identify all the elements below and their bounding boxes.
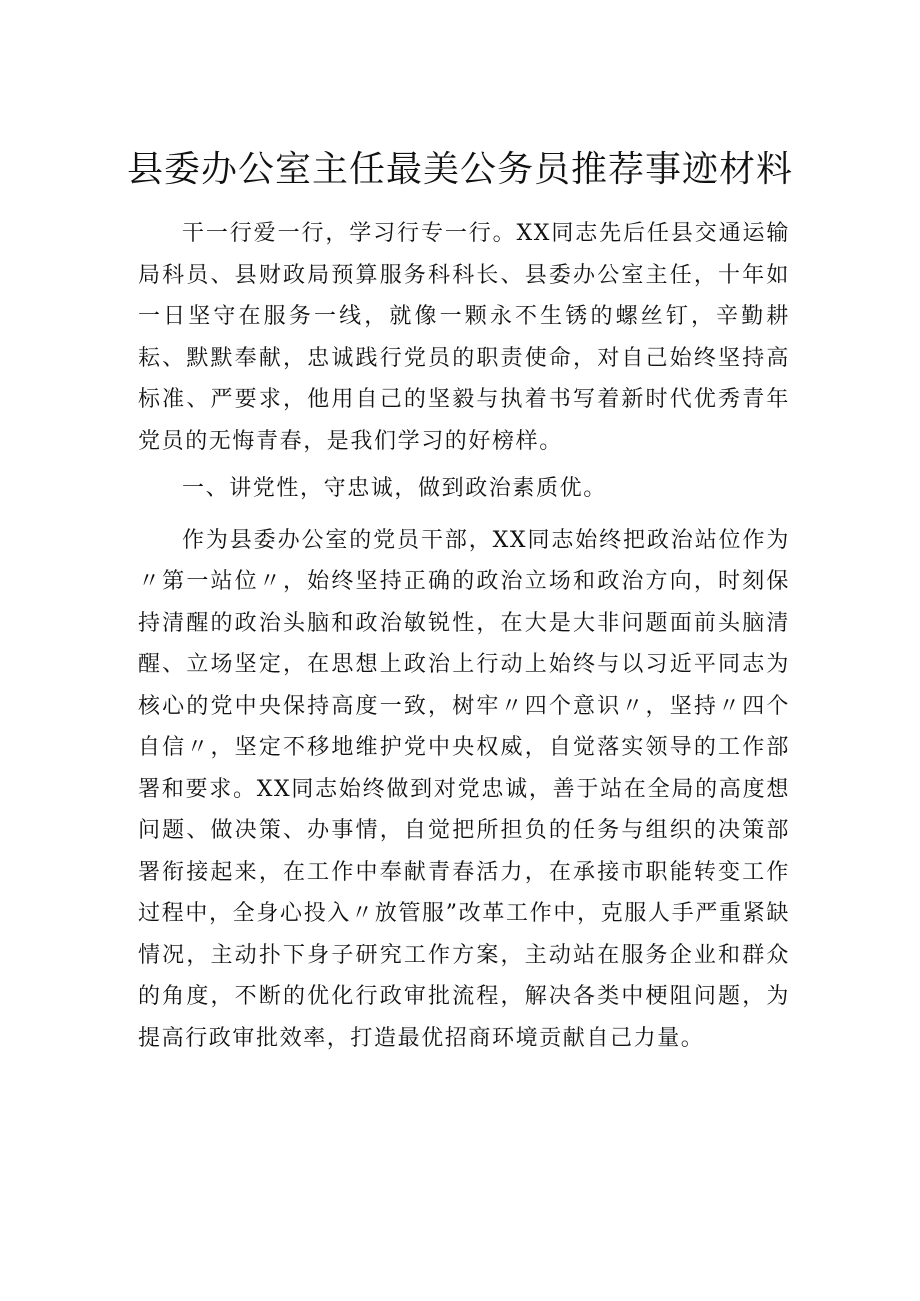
document-body <box>138 213 790 1065</box>
section-paragraph: 作为县委办公室的党员干部，XX同志始终把政治站位作为〃第一站位〃，始终坚持正确的政治立场和政治方向，时刻保持清醒的政治头脑和政治敏锐性，在大是大非问题面前头脑清醒、立场坚定，在思想上政治上行动上始终与以习近平同志为核心的党中央保持高度一致，树牢〃四个意识〃，坚持〃四个自信〃，坚定不移地维护党中央权威，自觉落实领导的工作部署和要求。XX同志始终做到对党忠诚，善于站在全局的高度想问题、做决策、办事情，自觉把所担负的任务与组织的决策部署衔接起来，在工作中奉献青春活力，在承接市职能转变工作过程中，全身心投入〃放管服”改革工作中，克服人手严重紧缺情况，主动扑下身子研究工作方案，主动站在服务企业和群众的角度，不断的优化行政审批流程，解决各类中梗阻问题，为提高行政审批效率，打造最优招商环境贡献自己力量。 <box>138 527 790 1051</box>
intro-paragraph: 干一行爱一行，学习行专一行。XX同志先后任县交通运输局科员、县财政局预算服务科科长、县委办公室主任，十年如一日坚守在服务一线，就像一颗永不生锈的螺丝钉，辛勤耕耘、默默奉献，忠诚践行党员的职责使命，对自己始终坚持高标准、严要求，他用自己的坚毅与执着书写着新时代优秀青年党员的无悔青春，是我们学习的好榜样。 <box>138 221 790 454</box>
document-title: 县委办公室主任最美公务员推荐事迹材料 <box>126 149 793 190</box>
section-heading: 一、讲党性，守忠诚，做到政治素质优。 <box>182 476 607 501</box>
